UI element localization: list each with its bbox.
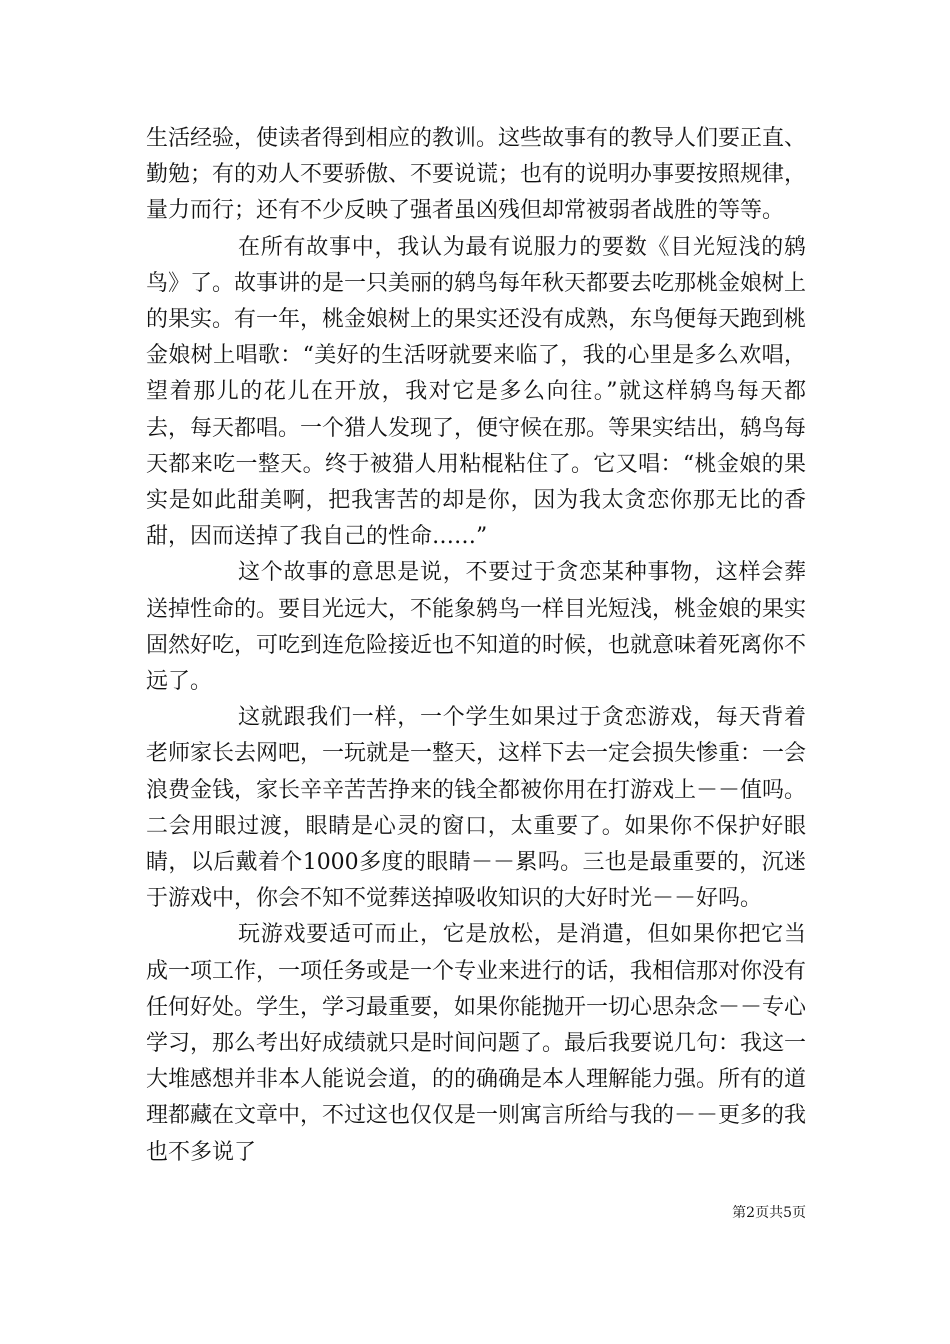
paragraph-conclusion: 玩游戏要适可而止，它是放松，是消遣，但如果你把它当成一项工作，一项任务或是一个专业来进行的话，我相信那对你没有任何好处。学生，学习最重要，如果你能抛开一切心思杂念－－专心学习，那么考出好成绩就只是时间问题了。最后我要说几句：我这一大堆感想并非本人能说会道，的的确确是本人理解能力强。所有的道理都藏在文章中，不过这也仅仅是一则寓言所给与我的－－更多的我也不多说了 <box>146 922 807 1165</box>
paragraph-meaning: 这个故事的意思是说，不要过于贪恋某种事物，这样会葬送掉性命的。要目光远大，不能象鸫鸟一样目光短浅，桃金娘的果实固然好吃，可吃到连危险接近也不知道的时候，也就意味着死离你不远了。 <box>146 560 807 695</box>
document-body <box>146 121 806 1171</box>
paragraph-story: 在所有故事中，我认为最有说服力的要数《目光短浅的鸫鸟》了。故事讲的是一只美丽的鸫鸟每年秋天都要去吃那桃金娘树上的果实。有一年，桃金娘树上的果实还没有成熟，东鸟便每天跑到桃金娘树上唱歌：“美好的生活呀就要来临了，我的心里是多么欢唱，望着那儿的花儿在开放，我对它是多么向往。”就这样鸫鸟每天都去，每天都唱。一个猎人发现了，便守候在那。等果实结出，鸫鸟每天都来吃一整天。终于被猎人用粘棍粘住了。它又唱：“桃金娘的果实是如此甜美啊，把我害苦的却是你，因为我太贪恋你那无比的香甜，因而送掉了我自己的性命……” <box>146 234 807 550</box>
paragraph-games: 这就跟我们一样，一个学生如果过于贪恋游戏，每天背着老师家长去网吧，一玩就是一整天，这样下去一定会损失惨重：一会浪费金钱，家长辛辛苦苦挣来的钱全都被你用在打游戏上－－值吗。二会用眼过渡，眼睛是心灵的窗口，太重要了。如果你不保护好眼睛，以后戴着个1000多度的眼睛－－累吗。三也是最重要的，沉迷于游戏中，你会不知不觉葬送掉吸收知识的大好时光－－好吗。 <box>146 705 807 912</box>
page-number-footer: 第2页共5页 <box>732 1205 806 1221</box>
paragraph-continued: 生活经验，使读者得到相应的教训。这些故事有的教导人们要正直、勤勉；有的劝人不要骄傲、不要说谎；也有的说明办事要按照规律，量力而行；还有不少反映了强者虽凶残但却常被弱者战胜的等等。 <box>146 126 807 224</box>
